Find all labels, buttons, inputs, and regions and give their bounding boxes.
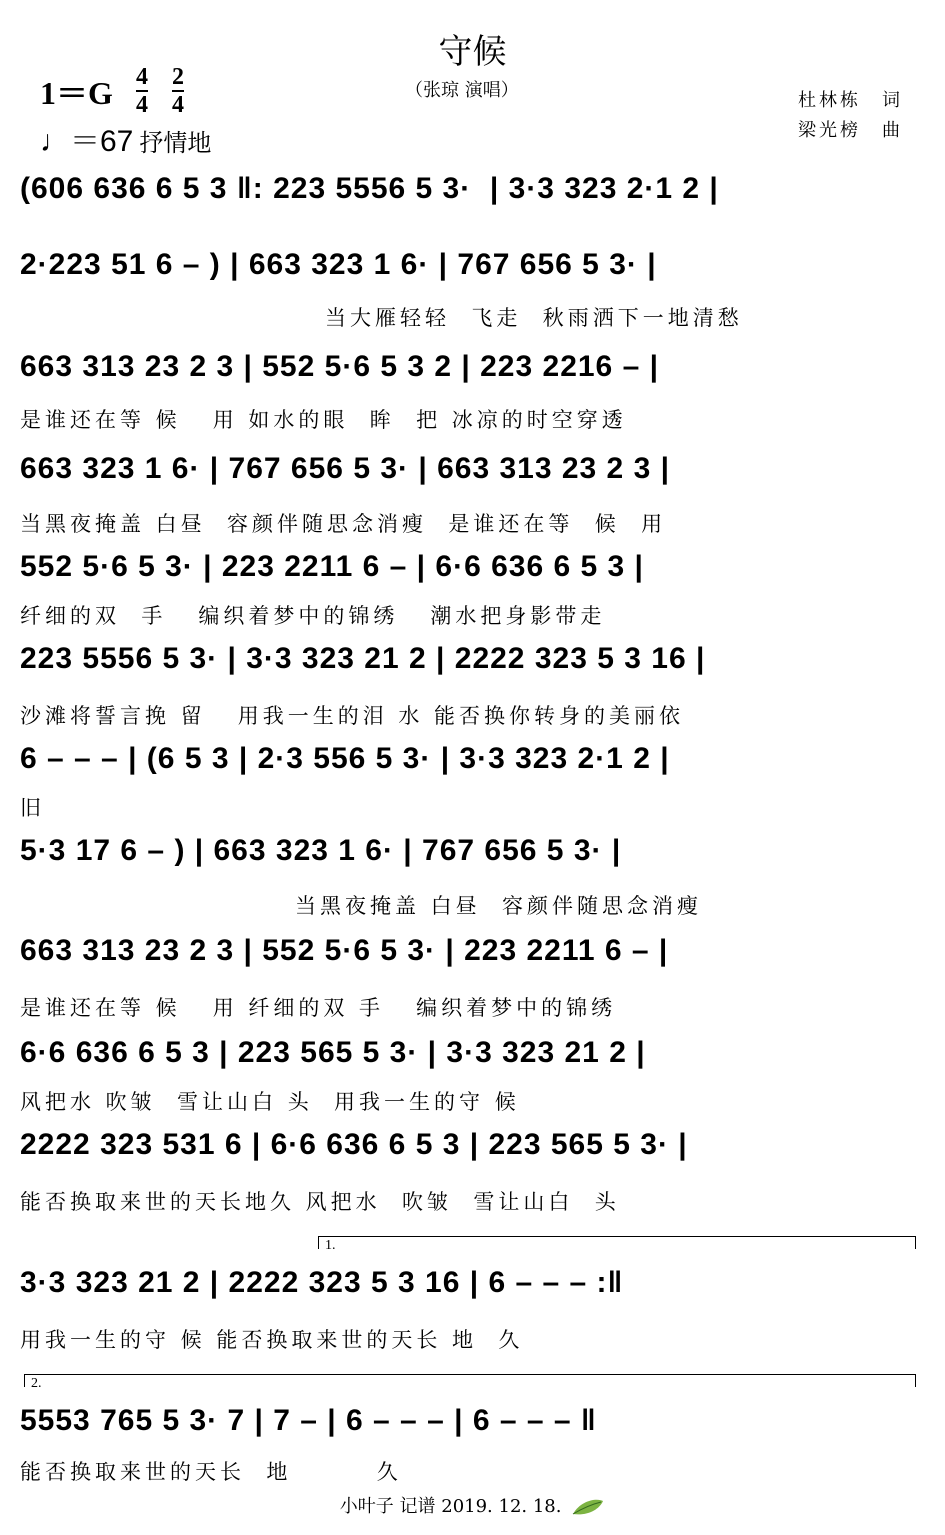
notation-line: 552 5·6 5 3· | 223 2211 6 – | 6·6 636 6 5 3 | — [20, 550, 644, 583]
lyric-line: 旧 — [20, 796, 45, 820]
notation-line: 6 – – – | (6 5 3 | 2·3 556 5 3· | 3·3 323 2·1 2 | — [20, 742, 670, 775]
key-signature: 1＝G — [40, 75, 113, 111]
notation-line: 663 313 23 2 3 | 552 5·6 5 3· | 223 2211 6 – | — [20, 934, 669, 967]
song-title: 守候 — [438, 32, 507, 72]
lyric-line: 当黑夜掩盖 白昼 容颜伴随思念消瘦 — [295, 894, 703, 918]
time-top: 2 — [172, 64, 184, 90]
volta-number: 2. — [31, 1376, 42, 1391]
tempo-value: ♩＝67 — [40, 125, 134, 158]
notation-line: (606 636 6 5 3 ‖: 223 5556 5 3· | 3·3 323 2·1 2 | — [20, 172, 719, 205]
expression-mark: 抒情地 — [139, 129, 212, 157]
lyric-line: 风把水 吹皱 雪让山白 头 用我一生的守 候 — [20, 1090, 520, 1114]
tempo-marking — [40, 116, 211, 160]
notation-line: 2222 323 531 6 | 6·6 636 6 5 3 | 223 565 5 3· | — [20, 1128, 688, 1161]
notation-line: 5·3 17 6 – ) | 663 323 1 6· | 767 656 5 3· | — [20, 834, 622, 867]
time-bottom: 4 — [172, 92, 184, 118]
notation-line: 3·3 323 21 2 | 2222 323 5 3 16 | 6 – – – :‖ — [20, 1266, 624, 1299]
notation-line: 6·6 636 6 5 3 | 223 565 5 3· | 3·3 323 21 2 | — [20, 1036, 646, 1069]
leaf-icon — [571, 1498, 605, 1516]
lyric-line: 沙滩将誓言挽 留 用我一生的泪 水 能否换你转身的美丽依 — [20, 704, 685, 728]
transcriber-footer — [0, 1492, 945, 1518]
lyric-line: 能否换取来世的天长 地 久 — [20, 1460, 402, 1484]
time-signature-2-4 — [172, 66, 184, 116]
lyric-line: 能否换取来世的天长地久 风把水 吹皱 雪让山白 头 — [20, 1190, 620, 1214]
second-ending-bracket — [24, 1374, 916, 1391]
lyric-line: 当黑夜掩盖 白昼 容颜伴随思念消瘦 是谁还在等 候 用 — [20, 512, 667, 536]
performer-subtitle: （张琼 演唱） — [405, 80, 519, 101]
time-signature-4-4 — [136, 66, 148, 116]
composer-credit: 梁光榜 曲 — [798, 120, 903, 141]
lyric-line: 是谁还在等 候 用 如水的眼 眸 把 冰凉的时空穿透 — [20, 408, 627, 432]
lyricist-credit: 杜林栋 词 — [798, 90, 903, 111]
time-bottom: 4 — [136, 92, 148, 118]
lyric-line: 是谁还在等 候 用 纤细的双 手 编织着梦中的锦绣 — [20, 996, 617, 1020]
first-ending-bracket — [318, 1236, 916, 1253]
notation-line: 223 5556 5 3· | 3·3 323 21 2 | 2222 323 5 3 16 | — [20, 642, 706, 675]
notation-line: 663 313 23 2 3 | 552 5·6 5 3 2 | 223 2216 – | — [20, 350, 659, 383]
lyric-line: 纤细的双 手 编织着梦中的锦绣 潮水把身影带走 — [20, 604, 606, 628]
footer-text: 小叶子 记谱 2019. 12. 18. — [339, 1496, 562, 1517]
time-top: 4 — [136, 64, 148, 90]
notation-line: 663 323 1 6· | 767 656 5 3· | 663 313 23 2 3 | — [20, 452, 670, 485]
notation-line: 2·223 51 6 – ) | 663 323 1 6· | 767 656 5 3· | — [20, 248, 657, 281]
notation-line: 5553 765 5 3· 7 | 7 – | 6 – – – | 6 – – – ‖ — [20, 1404, 597, 1437]
volta-number: 1. — [325, 1238, 336, 1253]
lyric-line: 当大雁轻轻 飞走 秋雨洒下一地清愁 — [325, 306, 743, 330]
lyric-line: 用我一生的守 候 能否换取来世的天长 地 久 — [20, 1328, 524, 1352]
